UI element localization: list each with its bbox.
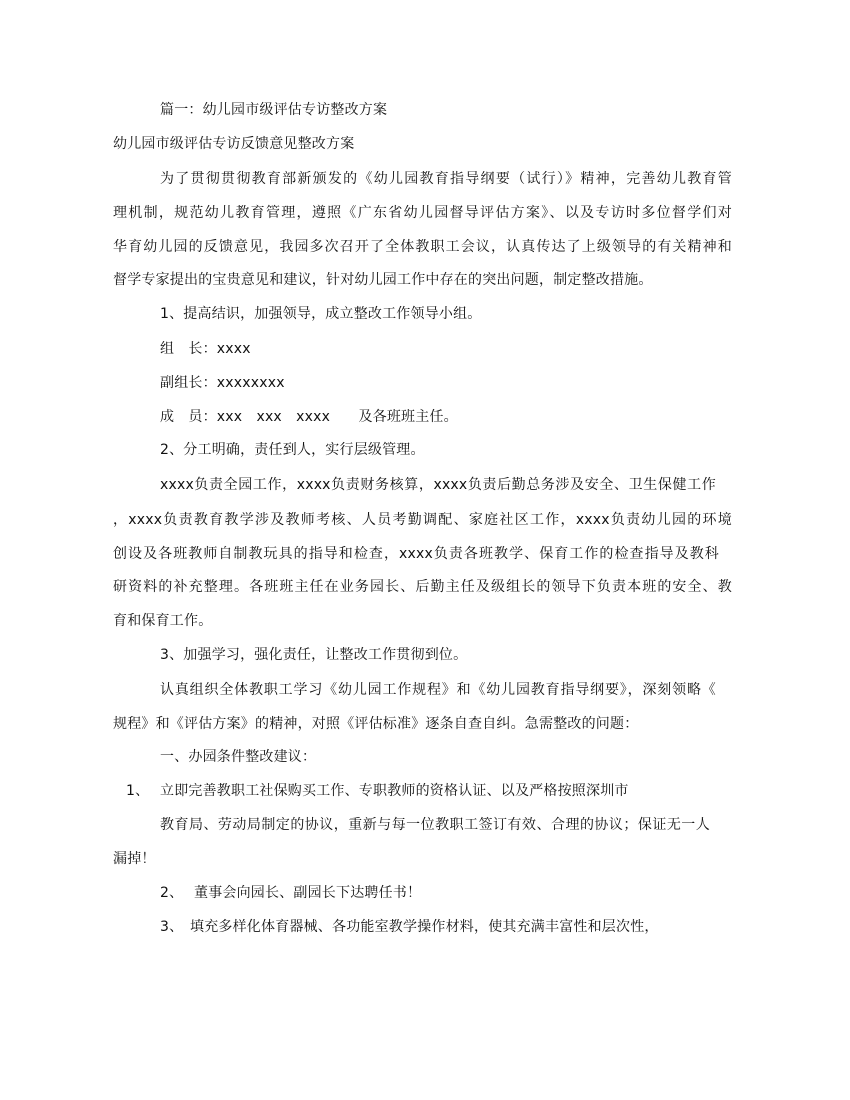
study-line-2: 规程》和《评估方案》的精神，对照《评估标准》逐条自查自纠。急需整改的问题： (113, 716, 639, 732)
suggestion-1-number: 1、 (126, 783, 150, 799)
leader-line: 组 长：xxxx (160, 341, 251, 357)
document-subtitle: 幼儿园市级评估专访反馈意见整改方案 (113, 136, 355, 152)
study-line-1: 认真组织全体教职工学习《幼儿园工作规程》和《幼儿园教育指导纲要》，深刻领略《 (160, 682, 716, 698)
item-1-heading: 1、提高结识，加强领导，成立整改工作领导小组。 (160, 306, 482, 322)
intro-line-4: 督学专家提出的宝贵意见和建议，针对幼儿园工作中存在的突出问题，制定整改措施。 (113, 272, 653, 288)
section-1-heading: 一、办园条件整改建议： (160, 749, 317, 765)
intro-line-3: 华育幼儿园的反馈意见，我园多次召开了全体教职工会议，认真传达了上级领导的有关精神和 (113, 239, 732, 255)
suggestion-1-end: 漏掉！ (113, 851, 156, 867)
suggestion-2-number: 2、 (160, 885, 184, 901)
item-2-heading: 2、分工明确，责任到人，实行层级管理。 (160, 442, 425, 458)
suggestion-1-text: 立即完善教职工社保购买工作、专职教师的资格认证、以及严格按照深圳市 (160, 783, 629, 799)
duties-line-1: xxxx负责全园工作，xxxx负责财务核算，xxxx负责后勤总务涉及安全、卫生保健工作 (160, 477, 716, 493)
intro-line-2: 理机制，规范幼儿教育管理，遵照《广东省幼儿园督导评估方案》、以及专访时多位督学们对 (113, 205, 732, 221)
suggestion-2-text: 董事会向园长、副园长下达聘任书！ (194, 885, 422, 901)
suggestion-1-continued: 教育局、劳动局制定的协议，重新与每一位教职工签订有效、合理的协议；保证无一人 (160, 817, 710, 833)
suggestion-3-number: 3、 (160, 919, 184, 935)
vice-leader-line: 副组长：xxxxxxxx (160, 375, 285, 391)
duties-line-3: 创设及各班教师自制教玩具的指导和检查，xxxx负责各班教学、保育工作的检查指导及教科 (113, 546, 719, 562)
duties-line-2: ，xxxx负责教育教学涉及教师考核、人员考勤调配、家庭社区工作，xxxx负责幼儿园的环境 (113, 512, 732, 528)
members-line: 成 员：xxx xxx xxxx 及各班班主任。 (160, 409, 458, 425)
suggestion-3-text: 填充多样化体育器械、各功能室教学操作材料，使其充满丰富性和层次性， (190, 919, 659, 935)
intro-line-1: 为了贯彻贯彻教育部新颁发的《幼儿园教育指导纲要（试行）》精神，完善幼儿教育管 (160, 171, 732, 187)
document-heading: 篇一：幼儿园市级评估专访整改方案 (160, 102, 388, 118)
duties-line-4: 研资料的补充整理。各班班主任在业务园长、后勤主任及级组长的领导下负责本班的安全、教 (113, 579, 732, 595)
duties-line-5: 育和保育工作。 (113, 613, 213, 629)
item-3-heading: 3、加强学习，强化责任，让整改工作贯彻到位。 (160, 647, 468, 663)
